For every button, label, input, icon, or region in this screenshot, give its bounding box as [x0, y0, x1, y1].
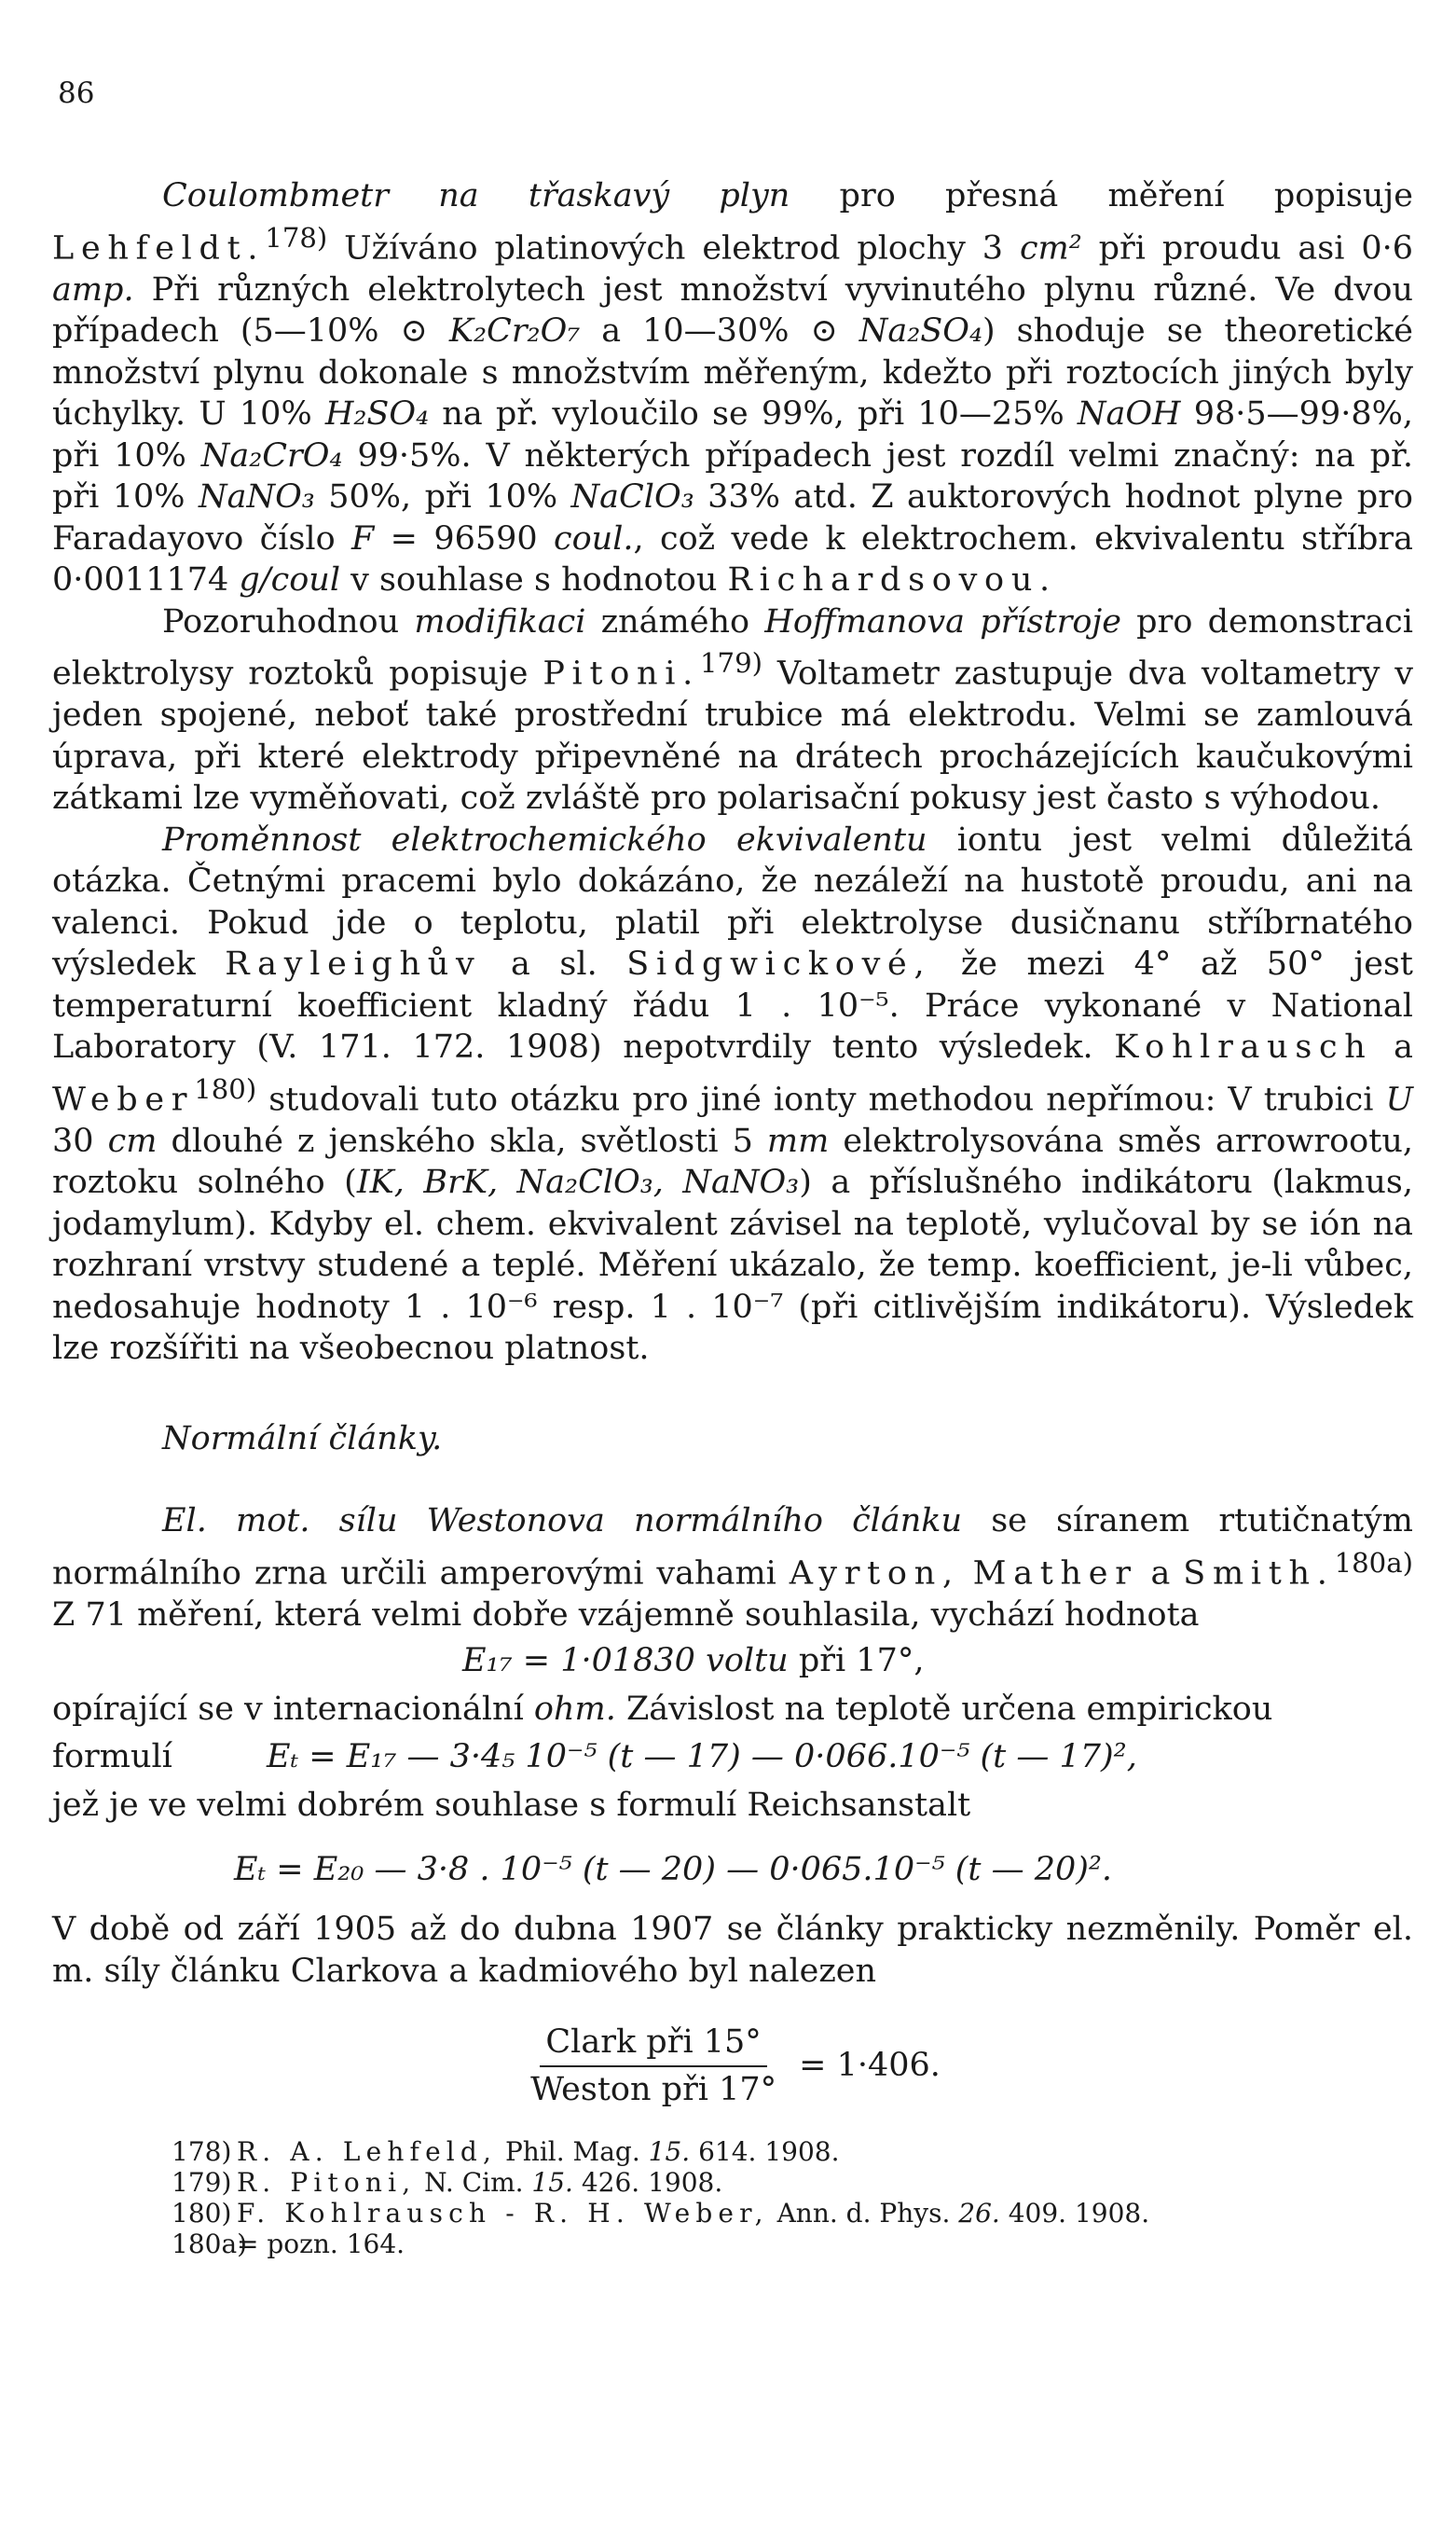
footnote-178: 178) R. A. Lehfeld, Phil. Mag. 15. 614. 1908. — [172, 2136, 840, 2168]
paragraph-clark-ratio: V době od září 1905 až do dubna 1907 se články prakticky nezměnily. Poměr el. m. síly článku Clarkova a kadmiového byl nalezen — [52, 1911, 1413, 1990]
author-name: Mather — [972, 1554, 1138, 1593]
paragraph-equivalent-variability: Proměnnost elektrochemického ekvivalentu iontu jest velmi důležitá otázka. Četnými pracemi bylo dokázáno, že nezáleží na hustotě proudu, ani na valenci. Pokud jde o teplotu, platil při elektrolyse dusičnanu stříbrnatého výsledek Rayleighův a sl. Sidgwickové, že mezi 4° až 50° jest temperaturní koefficient kladný řádu 1 . 10⁻⁵. Práce vykonané v National Laboratory (V. 171. 172. 1908) nepotvrdily tento výsledek. Kohlrausch a Weber$^{180)}$ studovali tuto otázku pro jiné ionty methodou nepřímou: V trubici U 30 cm dlouhé z jenského skla, světlosti 5 mm elektrolysována směs arrowrootu, roztoku solného (IK, BrK, Na₂ClO₃, NaNO₃) a příslušného indikátoru (lakmus, jodamylum). Kdyby el. chem. ekvivalent závisel na teplotě, vylučoval by se ión na rozhraní vrstvy studené a teplé. Měření ukázalo, že temp. koefficient, je-li vůbec, nedosahuje hodnoty 1 . 10⁻⁶ resp. 1 . 10⁻⁷ (při citlivějším indikátoru). Výsledek lze rozšířiti na všeobecnou platnost. — [52, 821, 1413, 1368]
footnotes — [52, 2136, 1413, 2259]
footnote-179: 179) R. Pitoni, N. Cim. 15. 426. 1908. — [172, 2167, 723, 2199]
footnote-180: 180) F. Kohlrausch - R. H. Weber, Ann. d. Phys. 26. 409. 1908. — [172, 2198, 1150, 2229]
author-name: Lehfeldt. — [52, 229, 266, 268]
section-heading: Normální články. — [162, 1419, 443, 1457]
paragraph-ohm: opírající se v internacionální ohm. Závislost na teplotě určena empirickou — [52, 1691, 1273, 1729]
fraction-numerator: Clark při 15° — [540, 2022, 766, 2067]
formula-et-empirical: formulí Eₜ = E₁₇ — 3·4₅ 10⁻⁵ (t — 17) — 0·066.10⁻⁵ (t — 17)², — [52, 1737, 1137, 1775]
paragraph-coulombmeter: Coulombmetr na třaskavý plyn pro přesná měření popisuje Lehfeldt.$^{178)}$ Užíváno platinových elektrod plochy 3 cm² při proudu asi 0·6 amp. Při různých elektrolytech jest množství vyvinutého plynu různé. Ve dvou případech (5—10% ⊙ K₂Cr₂O₇ a 10—30% ⊙ Na₂SO₄) shoduje se theoretické množství plynu dokonale s množstvím měřeným, kdežto při roztocích jiných byly úchylky. U 10% H₂SO₄ na př. vyloučilo se 99%, při 10—25% NaOH 98·5—99·8%, při 10% Na₂CrO₄ 99·5%. V některých případech jest rozdíl velmi značný: na př. při 10% NaNO₃ 50%, při 10% NaClO₃ 33% atd. Z auktorových hodnot plyne pro Faradayovo číslo F = 96590 coul., což vede k elektrochem. ekvivalentu stříbra 0·0011174 g/coul v souhlase s hodnotou Richardsovou. — [52, 177, 1414, 600]
paragraph-weston-cell: El. mot. sílu Westonova normálního článku se síranem rtutičnatým normálního zrna určili amperovými vahami Ayrton, Mather a Smith.$^{180a)}$ Z 71 měření, která velmi dobře vzájemně souhlasila, vychází hodnota — [52, 1502, 1413, 1635]
paragraph-reichsanstalt: jež je ve velmi dobrém souhlase s formulí Reichsanstalt — [52, 1787, 971, 1825]
fraction — [525, 2022, 782, 2110]
page-number: 86 — [58, 76, 95, 110]
term: Coulombmetr na třaskavý plyn — [162, 177, 790, 214]
footnote-ref: 180a) — [1334, 1546, 1413, 1579]
author-name: Ayrton, — [789, 1554, 960, 1593]
paragraph-hoffmann-apparatus: Pozoruhodnou modifikaci známého Hoffmanova přístroje pro demonstraci elektrolysy roztoků popisuje Pitoni.$^{179)}$ Voltametr zastupuje dva voltametry v jeden spojené, neboť také prostřední trubice má elektrodu. Velmi se zamlouvá úprava, při které elektrody připevněné na drátech procházejících kaučukovými zátkami lze vyměňovati, což zvláště pro polarisační pokusy jest často s výhodou. — [52, 602, 1413, 818]
author-name: Richardsovou. — [727, 561, 1057, 600]
term: El. mot. sílu Westonova normálního článku — [162, 1502, 963, 1540]
fraction-result: = 1·406. — [799, 2047, 941, 2085]
footnote-ref: 178) — [265, 221, 328, 254]
term: Proměnnost elektrochemického ekvivalentu — [162, 821, 927, 859]
footnote-ref: 180) — [194, 1072, 257, 1105]
document-body — [52, 175, 1413, 2259]
author-name: Smith. — [1183, 1554, 1335, 1593]
author-name: Weber — [52, 1081, 195, 1119]
formula-clark-weston-ratio — [52, 2022, 1413, 2110]
author-name: Sidgwickové, — [626, 946, 932, 984]
footnote-180a: 180a) = pozn. 164. — [172, 2229, 405, 2260]
fraction-denominator: Weston při 17° — [530, 2070, 777, 2108]
formula-e17: E₁₇ = 1·01830 voltu při 17°, — [462, 1641, 925, 1679]
author-name: Rayleighův — [225, 946, 482, 984]
author-name: Pitoni. — [543, 655, 700, 693]
author-name: Kohlrausch — [1114, 1028, 1373, 1067]
footnote-ref: 179) — [699, 647, 762, 680]
formula-et-reichsanstalt: Eₜ = E₂₀ — 3·8 . 10⁻⁵ (t — 20) — 0·065.10⁻⁵ (t — 20)². — [234, 1850, 1113, 1888]
